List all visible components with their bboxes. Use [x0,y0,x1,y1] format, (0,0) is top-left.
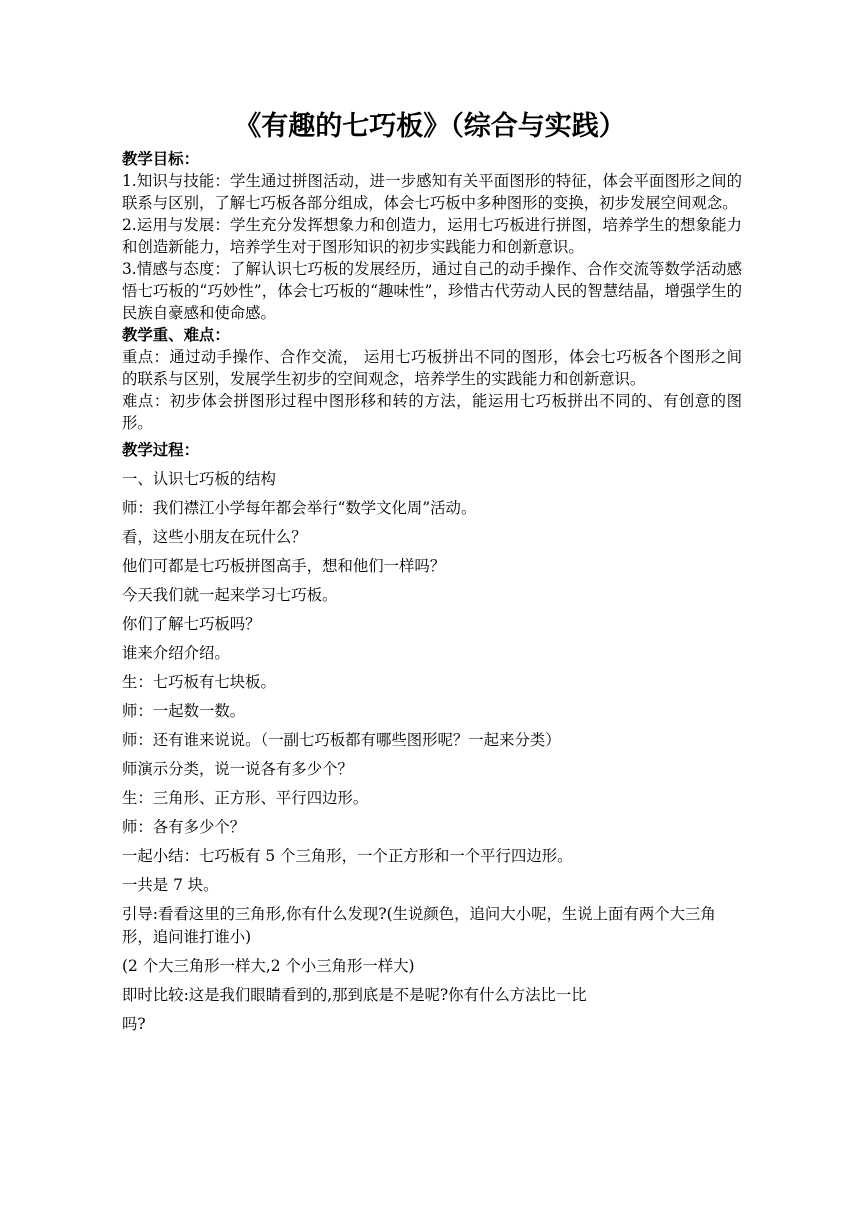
process-line: 即时比较:这是我们眼睛看到的,那到底是不是呢?你有什么方法比一比 [122,986,587,1004]
process-line: 看，这些小朋友在玩什么？ [122,528,307,546]
objective-item-3: 3.情感与态度：了解认识七巧板的发展经历，通过自己的动手操作、合作交流等数学活动感悟七巧板的“巧妙性”，体会七巧板的“趣味性”，珍惜古代劳动人民的智慧结晶，增强学生的民族自豪感和使命感。 [122,260,742,322]
process-line: 吗? [122,1015,146,1033]
process-line: 生：七巧板有七块板。 [122,673,276,691]
process-line: 引导:看看这里的三角形,你有什么发现?(生说颜色，追问大小呢，生说上面有两个大三角形，追问谁打谁小) [122,905,716,946]
process-line: 一起小结：七巧板有 5 个三角形，一个正方形和一个平行四边形。 [122,847,573,865]
difficulty-text: 难点：初步体会拼图形过程中图形移和转的方法，能运用七巧板拼出不同的、有创意的图形。 [122,392,742,432]
key-point-text: 重点：通过动手操作、合作交流， 运用七巧板拼出不同的图形，体会七巧板各个图形之间的联系与区别，发展学生初步的空间观念，培养学生的实践能力和创新意识。 [122,348,742,388]
key-points-heading: 教学重、难点： [122,326,230,344]
process-line: 他们可都是七巧板拼图高手，想和他们一样吗？ [122,557,446,575]
objective-item-2: 2.运用与发展：学生充分发挥想象力和创造力，运用七巧板进行拼图，培养学生的想象能力和创造新能力，培养学生对于图形知识的初步实践能力和创新意识。 [122,216,742,256]
process-line: (2 个大三角形一样大,2 个小三角形一样大) [122,957,415,975]
process-line: 你们了解七巧板吗？ [122,615,261,633]
document-body [122,148,742,1039]
process-line: 谁来介绍介绍。 [122,644,230,662]
process-line: 师：一起数一数。 [122,702,246,720]
objectives-heading: 教学目标： [122,150,199,168]
process-line: 师：我们襟江小学每年都会举行“数学文化周”活动。 [122,499,477,517]
process-line: 师：还有谁来说说。（一副七巧板都有哪些图形呢？一起来分类） [122,731,561,749]
process-heading: 教学过程： [122,441,199,459]
process-line: 师演示分类，说一说各有多少个？ [122,760,353,778]
process-line: 生：三角形、正方形、平行四边形。 [122,789,369,807]
process-line: 今天我们就一起来学习七巧板。 [122,586,338,604]
document-title: 《有趣的七巧板》（综合与实践） [234,111,626,142]
process-line: 一共是 7 块。 [122,876,219,894]
objective-item-1: 1.知识与技能：学生通过拼图活动，进一步感知有关平面图形的特征，体会平面图形之间的联系与区别，了解七巧板各部分组成，体会七巧板中多种图形的变换，初步发展空间观念。 [122,172,742,212]
process-line: 一、认识七巧板的结构 [122,470,276,488]
process-line: 师：各有多少个？ [122,818,246,836]
process-section [122,436,742,1039]
